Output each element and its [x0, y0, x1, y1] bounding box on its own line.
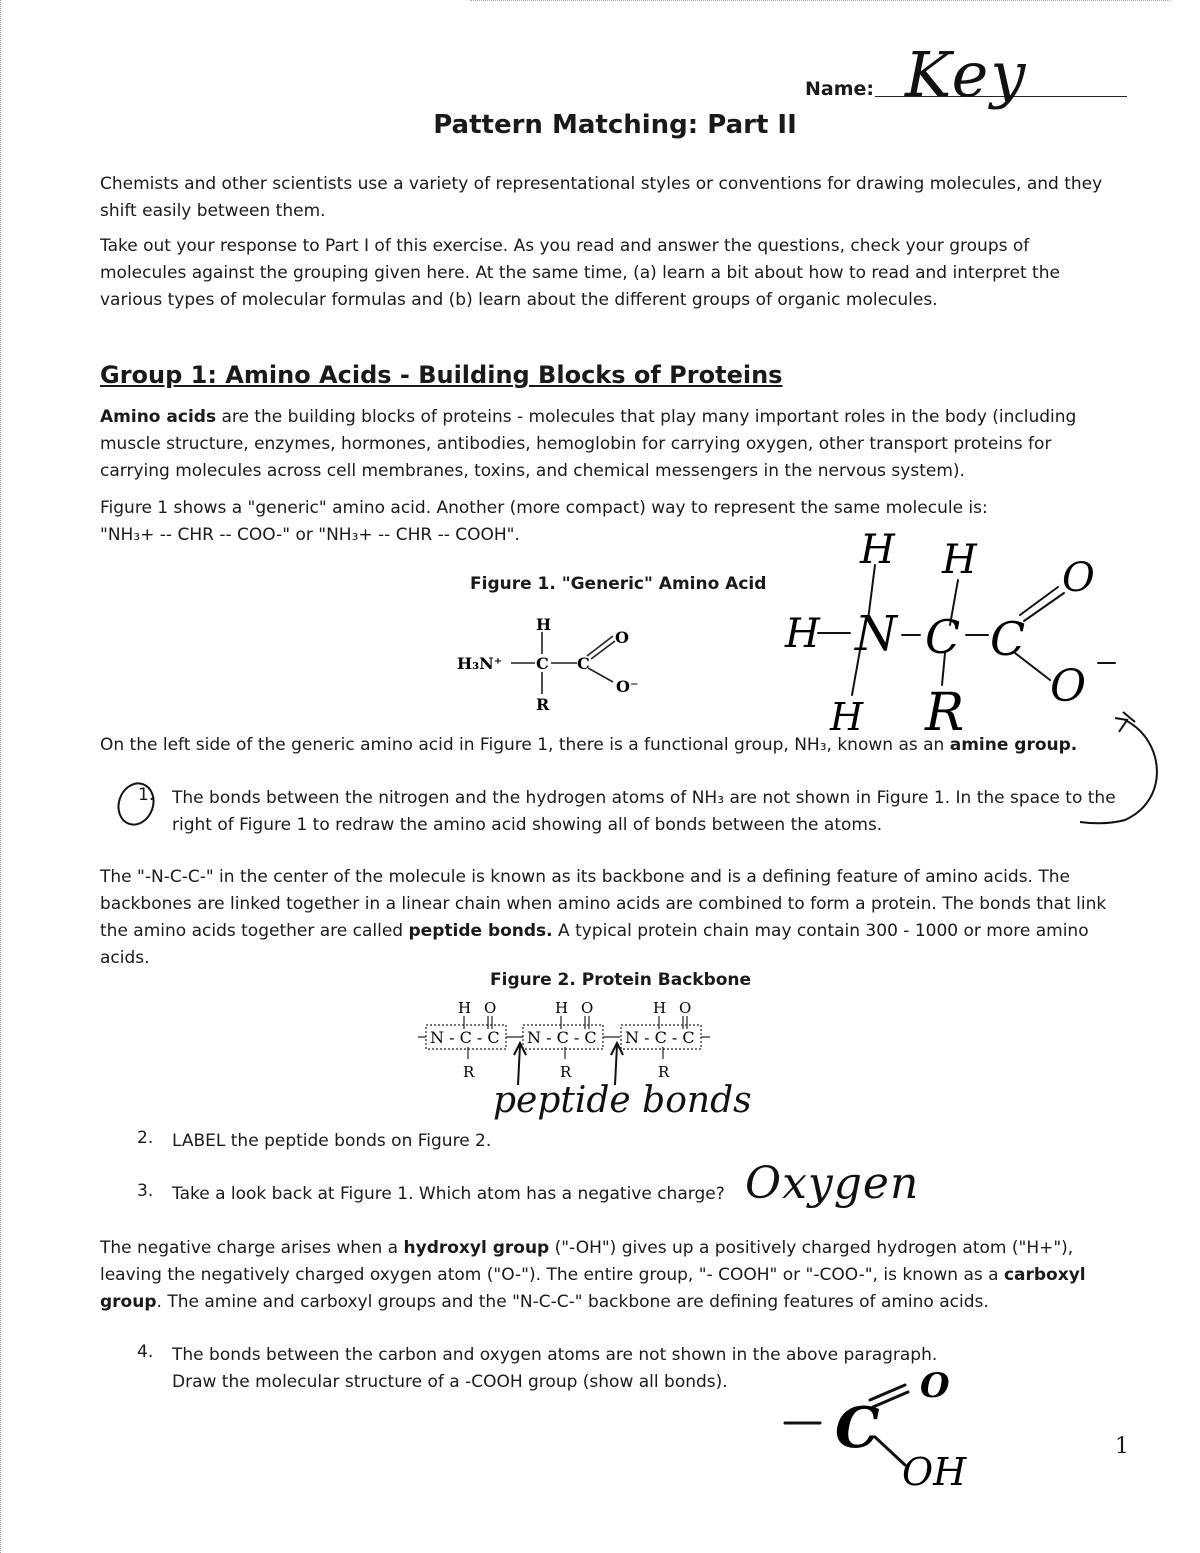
hand-n: N — [855, 606, 897, 662]
fig2-unit-label-1: N - C - C — [430, 1028, 500, 1047]
intro-paragraph-1: Chemists and other scientists use a variety of representational styles or conventions for drawing molecules, and they shift easily between them. — [100, 174, 1103, 221]
group1-heading: Group 1: Amino Acids - Building Blocks of Proteins — [100, 361, 783, 389]
figure1-caption: Figure 1. "Generic" Amino Acid — [470, 574, 767, 594]
fig2-o-3: O — [679, 999, 692, 1017]
backbone-text: The "-N-C-C-" in the center of the molecule is known as its backbone and is a defining feature of amino acids. The backbones are linked together in a linear chain when amino acids are combined to form a protein. The bonds that link the amino acids together are called — [100, 867, 1107, 941]
hand-h-left: H — [785, 611, 820, 657]
backbone-paragraph — [100, 864, 1120, 972]
hand-r: R — [925, 683, 965, 743]
scan-top-edge — [470, 0, 1170, 7]
name-label: Name: — [805, 78, 875, 100]
hand-drawn-amino-acid — [780, 525, 1120, 745]
page-number: 1 — [1115, 1434, 1129, 1459]
fig1-c-carboxyl: C — [577, 654, 590, 673]
q3-answer: Oxygen — [745, 1158, 920, 1209]
fig2-h-2: H — [555, 999, 569, 1017]
q1-circle — [112, 780, 162, 830]
figure2-structure — [418, 995, 718, 1090]
figure1-intro-line-1: Figure 1 shows a "generic" amino acid. Another (more compact) way to represent the same molecule is: — [100, 498, 988, 518]
fig2-o-2: O — [581, 999, 594, 1017]
hydroxyl-group-term: hydroxyl group — [403, 1238, 550, 1258]
amino-acids-description: are the building blocks of proteins - molecules that play many important roles in the body (including muscle structure, enzymes, hormones, antibodies, hemoglobin for carrying oxygen, other transport proteins for carrying molecules across cell membranes, toxins, and chemical messengers in the nervous system). — [100, 407, 1077, 481]
fig2-h-1: H — [458, 999, 472, 1017]
fig2-arrow-1 — [514, 1043, 526, 1085]
q3-number: 3. — [137, 1181, 154, 1201]
amino-acids-paragraph — [100, 404, 1110, 485]
carboxyl-paragraph — [100, 1235, 1120, 1316]
fig2-arrow-2 — [611, 1043, 623, 1085]
backbone-text-end: A typical protein chain may contain 300 - 1000 or more amino acids. — [100, 921, 1089, 968]
hand-o-bottom: O — [1050, 661, 1087, 712]
fig1-o-minus: O⁻ — [616, 677, 639, 696]
carboxyl-group-term: carboxyl group — [100, 1265, 1086, 1312]
q4-line-1: The bonds between the carbon and oxygen atoms are not shown in the above paragraph. — [172, 1345, 938, 1365]
q4-line-2: Draw the molecular structure of a -COOH group (show all bonds). — [172, 1372, 728, 1392]
intro-paragraph-2: Take out your response to Part I of this exercise. As you read and answer the questions, check your groups of molecules against the grouping given here. At the same time, (a) learn a bit about how to read and interpret the various types of molecular formulas and (b) learn about the different groups of organic molecules. — [100, 236, 1060, 310]
fig1-o-double: O — [615, 628, 629, 647]
carboxyl-text-e: . The amine and carboxyl groups and the "N-C-C-" backbone are defining features of amino acids. — [156, 1292, 989, 1312]
hand-h-bottom: H — [830, 695, 864, 739]
carboxyl-text-a: The negative charge arises when a — [100, 1238, 404, 1258]
figure1-intro-line-2: "NH₃+ -- CHR -- COO-" or "NH₃+ -- CHR -- COOH". — [100, 525, 520, 545]
name-value: Key — [905, 38, 1028, 111]
fig2-unit-label-2: N - C - C — [527, 1028, 597, 1047]
amine-group-text: On the left side of the generic amino acid in Figure 1, there is a functional group, NH₃, known as an — [100, 735, 950, 755]
q1-number: 1. — [138, 785, 155, 805]
peptide-bonds-term: peptide bonds. — [408, 921, 553, 941]
carboxyl-text-c: ("-OH") gives up a positively charged hydrogen atom ("H+"), leaving the negatively charged oxygen atom ("O-"). The entire group, "- COOH" or "-COO-", is known as a — [100, 1238, 1074, 1285]
fig1-h-top: H — [536, 615, 552, 634]
hand-c2: C — [990, 612, 1026, 666]
fig2-r-1: R — [463, 1063, 475, 1081]
fig1-h3n: H₃N⁺ — [457, 654, 503, 673]
hand-o-top: O — [1062, 555, 1095, 601]
hand-c1: C — [925, 610, 961, 664]
figure2-caption: Figure 2. Protein Backbone — [490, 970, 752, 990]
page-title: Pattern Matching: Part II — [433, 110, 797, 140]
amine-group-paragraph — [100, 732, 1110, 759]
q4-answer-o-top: O — [920, 1366, 950, 1406]
q4-number: 4. — [137, 1342, 154, 1362]
q1-text: The bonds between the nitrogen and the hydrogen atoms of NH₃ are not shown in Figure 1. In the space to the right of Figure 1 to redraw the amino acid showing all of bonds between the atoms. — [172, 788, 1116, 835]
q4-answer-c: C — [835, 1395, 880, 1461]
figure1-structure — [455, 610, 655, 720]
q4-answer-oh: OH — [902, 1450, 967, 1494]
scan-edge — [0, 0, 5, 1553]
q2-number: 2. — [137, 1128, 154, 1148]
fig2-o-1: O — [484, 999, 497, 1017]
q2-text: LABEL the peptide bonds on Figure 2. — [172, 1131, 492, 1151]
hand-h-top-1: H — [860, 527, 895, 573]
fig1-c-alpha: C — [536, 654, 549, 673]
fig2-unit-label-3: N - C - C — [625, 1028, 695, 1047]
fig2-h-3: H — [653, 999, 667, 1017]
name-field — [805, 38, 1130, 111]
amino-acids-term: Amino acids — [100, 407, 217, 427]
fig2-r-3: R — [658, 1063, 670, 1081]
fig1-r: R — [536, 695, 550, 714]
hand-h-top-2: H — [942, 537, 977, 583]
q3-text: Take a look back at Figure 1. Which atom has a negative charge? — [172, 1184, 725, 1204]
fig2-r-2: R — [560, 1063, 572, 1081]
q4-answer-drawing — [780, 1365, 980, 1495]
amine-group-term: amine group. — [949, 735, 1078, 755]
peptide-bonds-annotation: peptide bonds — [493, 1080, 752, 1121]
